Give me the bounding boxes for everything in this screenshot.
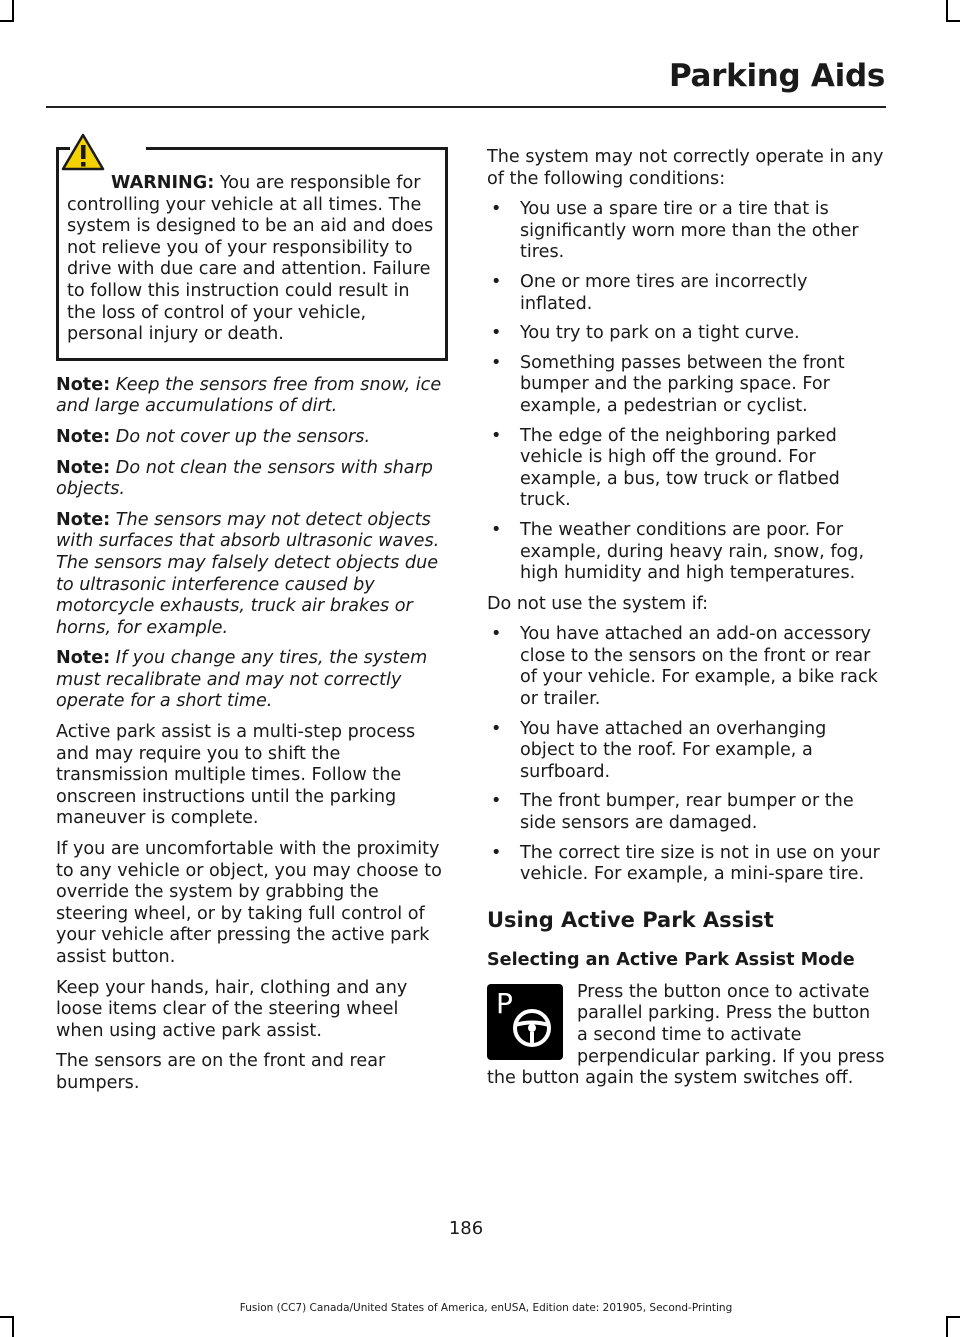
header-rule (46, 106, 886, 108)
list-item (487, 272, 885, 315)
note-text: If you change any tires, the system must recalibrate and may not correctly operate for a short time. (56, 648, 428, 712)
warning-body: You are responsible for controlling your vehicle at all times. The system is designed to be an aid and does not relieve you of your responsibility to drive with due care and attention. Failure to follow this instruction could result in the loss of control of your vehicle, personal injury or death. (67, 173, 434, 345)
list-item (487, 624, 885, 710)
list-item-text: The front bumper, rear bumper or the side sensors are damaged. (520, 791, 854, 834)
list-item-text: The edge of the neighboring parked vehicle is high off the ground. For example, a bus, tow truck or flatbed truck. (520, 425, 840, 511)
do-not-list (487, 624, 885, 886)
icon-letter: P (496, 986, 513, 1020)
bullet: • (491, 323, 502, 344)
list-item-text: Something passes between the front bumper and the parking space. For example, a pedestrian or cyclist. (520, 352, 845, 416)
list-item-text: You have attached an add-on accessory close to the sensors on the front or rear of your vehicle. For example, a bike rack or trailer. (520, 624, 878, 710)
warning-box (56, 147, 448, 361)
note-label: Note: (56, 457, 111, 478)
active-park-assist-icon (487, 984, 563, 1060)
crop-mark (12, 0, 14, 22)
bullet: • (491, 842, 502, 863)
list-item (487, 719, 885, 784)
body-paragraph: Active park assist is a multi-step process and may require you to shift the transmission multiple times. Follow the onscreen instructions until the parking maneuver is complete. (56, 722, 416, 829)
crop-mark (946, 0, 948, 22)
page-number: 186 (448, 1218, 484, 1239)
body-paragraph: If you are uncomfortable with the proximity to any vehicle or object, you may choose to override the system by grabbing the steering wheel, or by taking full control of your vehicle after pressing the active park assist button. (56, 839, 442, 967)
crop-mark (0, 20, 14, 22)
note-text: The sensors may not detect objects with surfaces that absorb ultrasonic waves. The sensors may falsely detect objects due to ultrasonic interference caused by motorcycle exhausts, truck air brakes or horns, for example. (56, 509, 440, 638)
bullet: • (491, 425, 502, 446)
body-paragraph: Keep your hands, hair, clothing and any loose items clear of the steering wheel when using active park assist. (56, 977, 408, 1041)
list-item-text: One or more tires are incorrectly inflated. (520, 271, 808, 314)
warning-label: WARNING: (111, 173, 215, 193)
crop-mark (946, 1316, 948, 1337)
crop-mark (0, 1316, 14, 1318)
warning-triangle-icon (61, 133, 105, 178)
crop-mark (946, 20, 960, 22)
list-item (487, 791, 885, 834)
bullet: • (491, 199, 502, 220)
note-label: Note: (56, 426, 111, 447)
note-text: Keep the sensors free from snow, ice and large accumulations of dirt. (56, 374, 442, 417)
list-item (487, 199, 885, 264)
note (56, 375, 448, 418)
bullet: • (491, 352, 502, 373)
body-paragraph: The sensors are on the front and rear bumpers. (56, 1051, 386, 1093)
bullet: • (491, 271, 502, 292)
note (56, 427, 448, 449)
mode-description (487, 982, 885, 1090)
mode-text: Press the button once to activate parallel parking. Press the button a second time to activate perpendicular parking. If you press the button again the system switches off. (487, 981, 885, 1089)
list-item-text: The correct tire size is not in use on your vehicle. For example, a mini-spare tire. (520, 842, 880, 885)
list-item (487, 323, 885, 345)
left-column (56, 147, 448, 1104)
right-column (487, 147, 885, 1099)
do-not-intro: Do not use the system if: (487, 593, 709, 614)
crop-mark (12, 1316, 14, 1337)
bullet: • (491, 791, 502, 812)
crop-mark (946, 1316, 960, 1318)
conditions-intro: The system may not correctly operate in any of the following conditions: (487, 147, 884, 189)
note-label: Note: (56, 509, 111, 530)
bullet: • (491, 624, 502, 645)
note-text: Do not cover up the sensors. (110, 426, 371, 447)
note (56, 648, 448, 713)
list-item (487, 426, 885, 512)
list-item (487, 843, 885, 886)
note-label: Note: (56, 648, 111, 669)
conditions-list (487, 199, 885, 585)
note-text: Do not clean the sensors with sharp objects. (56, 457, 433, 500)
list-item-text: You use a spare tire or a tire that is significantly worn more than the other tires. (520, 199, 859, 263)
list-item (487, 353, 885, 418)
note (56, 458, 448, 501)
list-item (487, 520, 885, 585)
section-heading: Using Active Park Assist (487, 907, 774, 932)
warning-text (67, 173, 437, 346)
note (56, 510, 448, 640)
list-item-text: You try to park on a tight curve. (520, 323, 800, 344)
bullet: • (491, 519, 502, 540)
page-title: Parking Aids (668, 58, 885, 94)
bullet: • (491, 718, 502, 739)
list-item-text: The weather conditions are poor. For example, during heavy rain, snow, fog, high humidity and high temperatures. (520, 519, 865, 584)
list-item-text: You have attached an overhanging object to the roof. For example, a surfboard. (520, 718, 827, 782)
note-label: Note: (56, 374, 111, 395)
subsection-heading: Selecting an Active Park Assist Mode (487, 949, 855, 970)
footer-text: Fusion (CC7) Canada/United States of America, enUSA, Edition date: 201905, Second-Printing (239, 1302, 733, 1314)
